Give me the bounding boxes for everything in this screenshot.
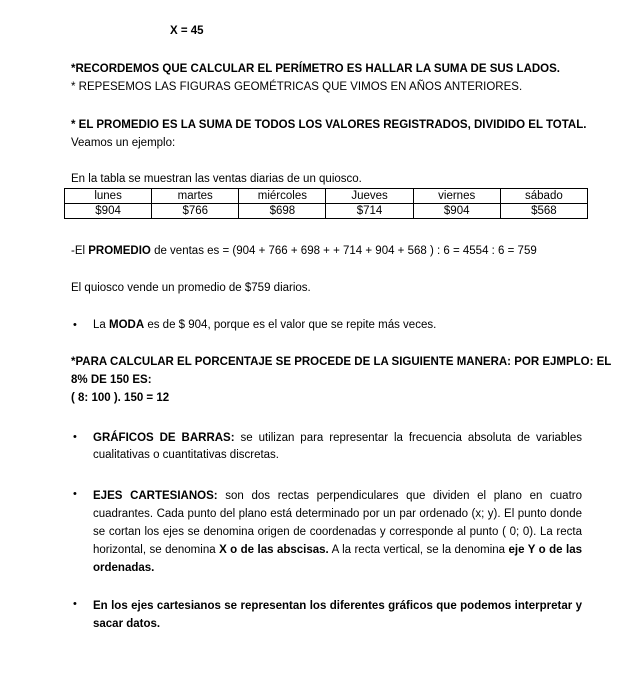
table-cell: $766 xyxy=(152,204,239,219)
porcentaje-formula: ( 8: 100 ). 150 = 12 xyxy=(71,392,170,404)
table-header-cell: Jueves xyxy=(326,189,413,204)
graficos-term: GRÁFICOS DE BARRAS: xyxy=(93,432,235,444)
table-header-row xyxy=(65,189,588,204)
table-header-cell: viernes xyxy=(413,189,500,204)
table-header-cell: lunes xyxy=(65,189,152,204)
graficos-paragraph xyxy=(93,430,582,464)
promedio-heading: * EL PROMEDIO ES LA SUMA DE TODOS LOS VALORES REGISTRADOS, DIVIDIDO EL TOTAL. xyxy=(71,119,587,131)
moda-term: MODA xyxy=(109,319,145,331)
promedio-calculation xyxy=(71,244,537,259)
bullet-icon: • xyxy=(73,598,77,610)
calc-formula: de ventas es = (904 + 766 + 698 + + 714 + 904 + 568 ) : 6 = 4554 : 6 = 759 xyxy=(150,245,537,257)
bullet-icon: • xyxy=(73,488,77,500)
table-header-cell: martes xyxy=(152,189,239,204)
table-cell: $904 xyxy=(65,204,152,219)
bullet-icon: • xyxy=(73,319,77,331)
moda-prefix: La xyxy=(93,319,109,331)
ejes-paragraph xyxy=(93,487,582,577)
promedio-conclusion: El quiosco vende un promedio de $759 diarios. xyxy=(71,282,311,294)
eje-x-term: X o de las abscisas. xyxy=(219,544,329,556)
porcentaje-heading: *PARA CALCULAR EL PORCENTAJE SE PROCEDE DE LA SIGUIENTE MANERA: POR EJMPLO: EL xyxy=(71,356,612,368)
ejes-definition: son dos rectas perpendiculares que dividen el plano en cuatro cuadrantes. Cada punto del plano está determinado por un par ordenado (x; y). El punto donde se cortan los ejes se denomina origen de coordenadas y corresponde al punto ( 0; 0). La recta horizontal, se denomina xyxy=(93,490,582,556)
table-cell: $714 xyxy=(326,204,413,219)
moda-text xyxy=(93,318,436,333)
x-value: X = 45 xyxy=(170,25,204,37)
sales-table xyxy=(64,188,588,219)
eje-y-term: eje Y o de las ordenadas. xyxy=(93,544,582,574)
table-header-cell: sábado xyxy=(500,189,587,204)
ejes-term: EJES CARTESIANOS: xyxy=(93,490,218,502)
promedio-intro: Veamos un ejemplo: xyxy=(71,137,176,149)
table-row xyxy=(65,204,588,219)
porcentaje-example: 8% DE 150 ES: xyxy=(71,374,152,386)
graficos-ejes-paragraph: En los ejes cartesianos se representan los diferentes gráficos que podemos interpretar y sacar datos. xyxy=(93,600,582,630)
ejes-definition-2: A la recta vertical, se la denomina xyxy=(328,544,509,556)
table-cell: $698 xyxy=(239,204,326,219)
calc-prefix: -El xyxy=(71,245,89,257)
table-cell: $568 xyxy=(500,204,587,219)
perimetro-heading: *RECORDEMOS QUE CALCULAR EL PERÍMETRO ES HALLAR LA SUMA DE SUS LADOS. xyxy=(71,63,560,75)
table-caption: En la tabla se muestran las ventas diarias de un quiosco. xyxy=(71,173,362,185)
graficos-definition: se utilizan para representar la frecuencia absoluta de variables cualitativas o cuantitativas discretas. xyxy=(93,432,582,461)
table-header-cell: miércoles xyxy=(239,189,326,204)
figuras-reminder: * REPESEMOS LAS FIGURAS GEOMÉTRICAS QUE VIMOS EN AÑOS ANTERIORES. xyxy=(71,81,523,93)
table-cell: $904 xyxy=(413,204,500,219)
calc-term: PROMEDIO xyxy=(88,245,151,257)
moda-rest: es de $ 904, porque es el valor que se repite más veces. xyxy=(144,319,437,331)
bullet-icon: • xyxy=(73,431,77,443)
